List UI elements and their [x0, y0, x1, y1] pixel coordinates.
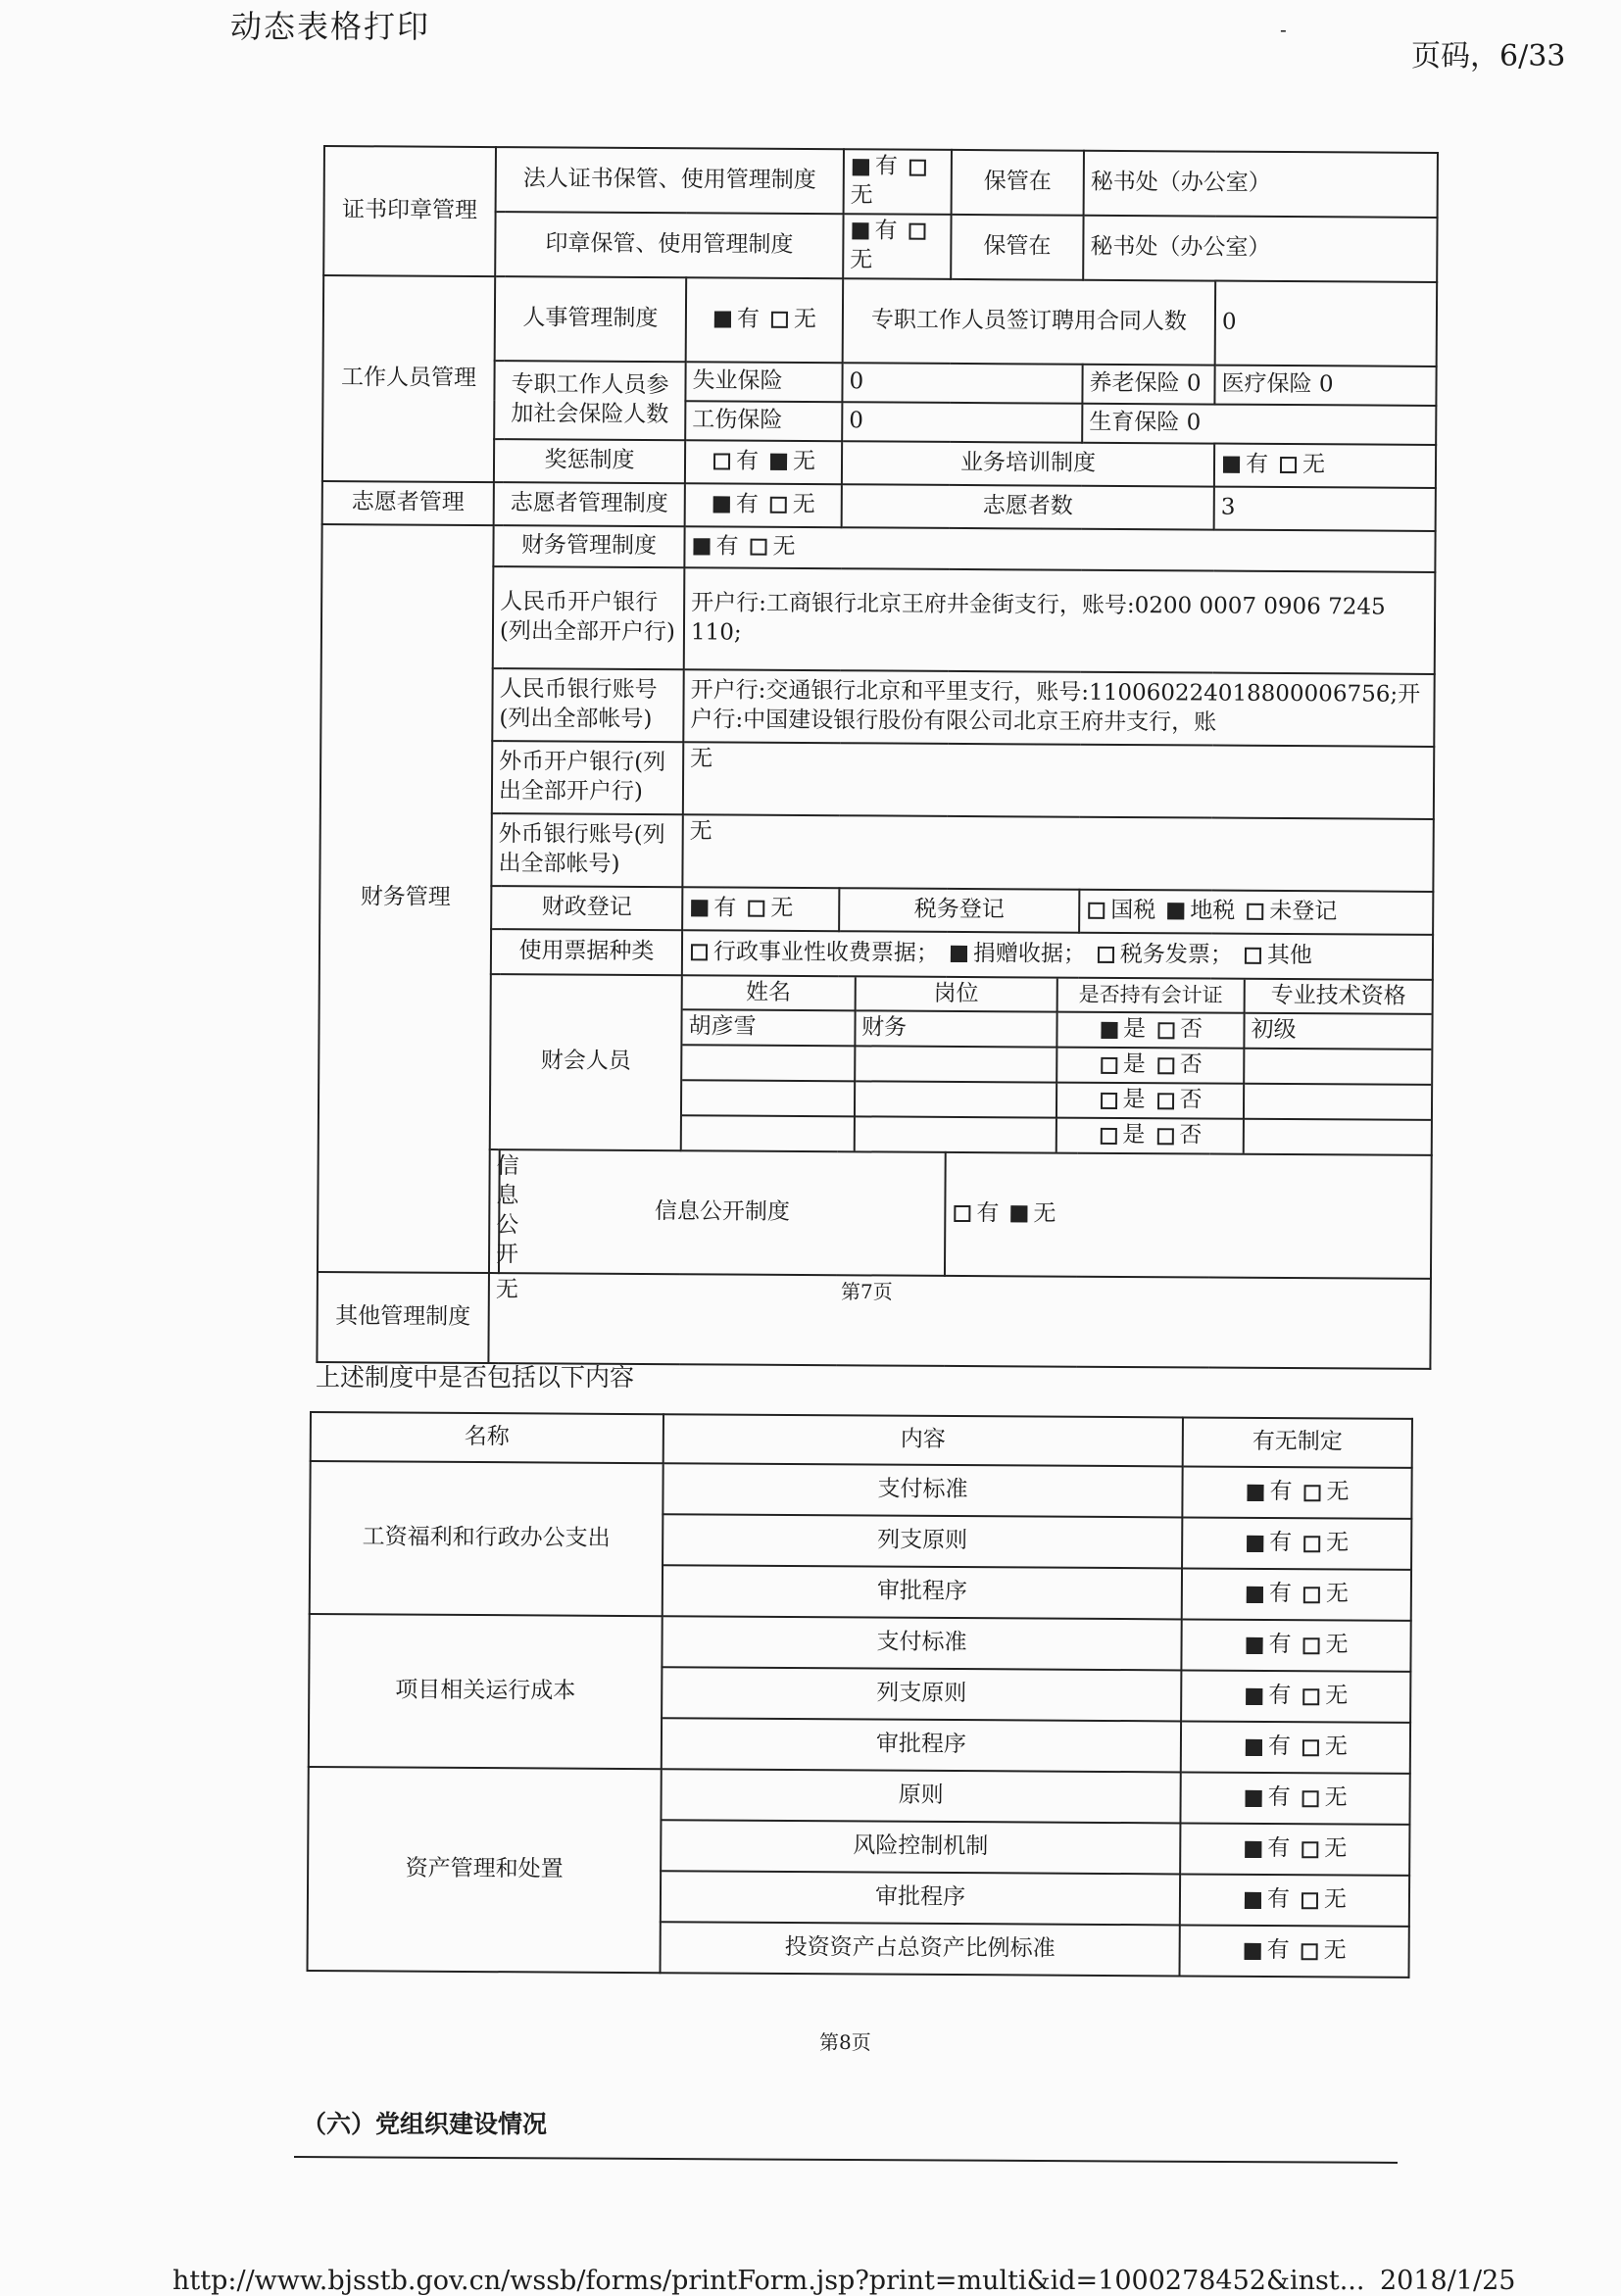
t2-item: 原则 — [661, 1769, 1180, 1823]
section-divider — [294, 2156, 1398, 2164]
finance-section-label: 财务管理 — [318, 524, 494, 1273]
footer-url: http://www.bjsstb.gov.cn/wssb/forms/printForm.jsp?print=multi&id=1000278452&inst... — [172, 2266, 1365, 2296]
accountants-label: 财会人员 — [490, 974, 682, 1151]
invoice-status: 行政事业性收费票据； 捐赠收据； 税务发票； 其他 — [682, 930, 1433, 980]
t2-item: 审批程序 — [661, 1871, 1180, 1925]
checkbox-checked-icon[interactable] — [1247, 1637, 1263, 1653]
seal-stamp-keep-value: 秘书处（办公室） — [1083, 216, 1437, 282]
checkbox-checked-icon[interactable] — [1246, 1789, 1262, 1806]
acc-post — [854, 1116, 1056, 1151]
document-title: 动态表格打印 — [230, 8, 431, 45]
fx-bank-value: 无 — [683, 742, 1434, 819]
acc-post — [855, 1047, 1056, 1083]
t2-header-name: 名称 — [311, 1412, 663, 1463]
finance-mgmt-item: 财务管理制度 — [493, 525, 684, 567]
other-section-label: 其他管理制度 — [317, 1272, 489, 1363]
t2-status: 有 无 — [1182, 1568, 1411, 1620]
checkbox-checked-icon[interactable] — [693, 538, 710, 555]
seal-cert-keep-value: 秘书处（办公室） — [1084, 151, 1438, 218]
section-heading: （六）党组织建设情况 — [302, 2110, 548, 2138]
acc-cert: 是 否 — [1056, 1083, 1244, 1119]
staff-hr-status: 有 无 — [686, 277, 844, 363]
acc-header-post: 岗位 — [855, 977, 1056, 1012]
acc-post — [855, 1082, 1056, 1118]
unemployment-insurance-label: 失业保险 — [685, 362, 842, 402]
seal-cert-item: 法人证书保管、使用管理制度 — [496, 147, 844, 214]
checkbox-checked-icon[interactable] — [1223, 457, 1240, 473]
checkbox-empty-icon[interactable] — [1303, 1637, 1320, 1654]
checkbox-empty-icon[interactable] — [1302, 1892, 1318, 1909]
t2-item: 投资资产占总资产比例标准 — [661, 1922, 1180, 1976]
t2-item: 支付标准 — [662, 1616, 1181, 1670]
t2-status: 有 无 — [1181, 1619, 1410, 1671]
stray-mark: - — [1280, 18, 1287, 41]
checkbox-checked-icon[interactable] — [1010, 1206, 1027, 1223]
checkbox-empty-icon[interactable] — [1303, 1536, 1320, 1552]
disclosure-status: 有 无 — [945, 1152, 1432, 1279]
t2-status: 有 无 — [1180, 1823, 1409, 1875]
table-row — [682, 1010, 1431, 1050]
fx-bank-label: 外币开户银行(列出全部开户行) — [492, 741, 683, 814]
checkbox-checked-icon[interactable] — [1245, 1891, 1261, 1908]
acc-name — [682, 1046, 855, 1082]
acc-name — [682, 1080, 855, 1116]
rmb-bank-value: 开户行:工商银行北京王府井金街支行，账号:0200 0007 0906 7245 110; — [684, 567, 1436, 674]
checkbox-empty-icon[interactable] — [1280, 457, 1297, 473]
page-number-7: 第7页 — [841, 1280, 893, 1303]
volunteer-count-value: 3 — [1214, 486, 1436, 530]
t2-group-name: 项目相关运行成本 — [309, 1614, 663, 1769]
acc-name: 胡彦雪 — [682, 1010, 855, 1047]
checkbox-empty-icon[interactable] — [1101, 1093, 1117, 1109]
t2-group-name: 工资福利和行政办公支出 — [310, 1461, 663, 1616]
checkbox-checked-icon[interactable] — [852, 223, 868, 240]
checkbox-checked-icon[interactable] — [713, 497, 730, 513]
t2-item: 列支原则 — [663, 1514, 1182, 1568]
accountants-table — [682, 976, 1432, 1154]
training-status: 有 无 — [1214, 443, 1436, 487]
checkbox-checked-icon[interactable] — [691, 900, 708, 916]
staff-hr-item: 人事管理制度 — [495, 276, 687, 362]
t2-item: 风险控制机制 — [661, 1820, 1180, 1874]
checkbox-empty-icon[interactable] — [771, 312, 788, 328]
checkbox-empty-icon[interactable] — [1302, 1841, 1318, 1858]
checkbox-checked-icon[interactable] — [951, 946, 967, 962]
seal-cert-status: 有无 — [844, 149, 952, 214]
t2-item: 支付标准 — [663, 1463, 1182, 1517]
footer-date: 2018/1/25 — [1380, 2266, 1516, 2296]
checkbox-empty-icon[interactable] — [1302, 1790, 1319, 1807]
t2-header-content: 内容 — [663, 1414, 1183, 1466]
checkbox-checked-icon[interactable] — [1101, 1022, 1117, 1039]
staff-contracts-label: 专职工作人员签订聘用合同人数 — [843, 278, 1216, 365]
acc-header-cert: 是否持有会计证 — [1057, 978, 1245, 1013]
other-value: 无 — [488, 1273, 1431, 1369]
checkbox-empty-icon[interactable] — [750, 539, 766, 556]
table-row — [682, 1046, 1431, 1086]
checkbox-checked-icon[interactable] — [1247, 1535, 1263, 1551]
checkbox-empty-icon[interactable] — [1100, 1128, 1116, 1145]
medical-insurance-cell: 医疗保险 0 — [1214, 365, 1436, 405]
finance-mgmt-status: 有 无 — [684, 526, 1435, 572]
fx-account-value: 无 — [682, 814, 1433, 892]
checkbox-checked-icon[interactable] — [1245, 1942, 1261, 1959]
tax-reg-item: 税务登记 — [839, 888, 1079, 932]
page-code: 页码，6/33 — [1411, 39, 1566, 73]
pension-insurance-cell: 养老保险 0 — [1082, 364, 1214, 404]
acc-qual — [1244, 1049, 1431, 1085]
checkbox-empty-icon[interactable] — [954, 1205, 970, 1222]
t2-header-status: 有无制定 — [1183, 1417, 1412, 1467]
table-row — [309, 1614, 1410, 1672]
t2-status: 有 无 — [1179, 1925, 1408, 1977]
t2-status: 有 无 — [1181, 1670, 1410, 1722]
t2-item: 列支原则 — [662, 1667, 1181, 1721]
seal-stamp-item: 印章保管、使用管理制度 — [495, 212, 843, 278]
checkbox-empty-icon[interactable] — [1302, 1688, 1319, 1705]
checkbox-empty-icon[interactable] — [748, 901, 764, 917]
maternity-insurance-cell: 生育保险 0 — [1082, 403, 1436, 444]
rmb-account-label: 人民币银行账号(列出全部帐号) — [492, 668, 683, 742]
acc-qual — [1244, 1084, 1431, 1120]
acc-cert: 是 否 — [1056, 1118, 1244, 1153]
checkbox-checked-icon[interactable] — [1247, 1586, 1263, 1602]
checkbox-empty-icon[interactable] — [1302, 1943, 1318, 1960]
checkbox-empty-icon[interactable] — [1157, 1057, 1174, 1074]
training-item: 业务培训制度 — [842, 441, 1214, 486]
t2-status: 有 无 — [1180, 1772, 1409, 1824]
page-number-8: 第8页 — [819, 2030, 871, 2054]
checkbox-empty-icon[interactable] — [1245, 948, 1261, 964]
checkbox-empty-icon[interactable] — [1101, 1057, 1117, 1074]
subtitle: 上述制度中是否包括以下内容 — [316, 1363, 635, 1392]
checkbox-checked-icon[interactable] — [1246, 1738, 1262, 1755]
t2-item: 审批程序 — [662, 1718, 1181, 1772]
staff-insurance-label: 专职工作人员参加社会保险人数 — [494, 361, 685, 440]
checkbox-empty-icon[interactable] — [1303, 1587, 1320, 1603]
acc-qual: 初级 — [1244, 1013, 1431, 1050]
checkbox-empty-icon[interactable] — [1303, 1485, 1320, 1501]
checkbox-empty-icon[interactable] — [1156, 1128, 1173, 1145]
checkbox-empty-icon[interactable] — [713, 454, 730, 470]
checkbox-empty-icon[interactable] — [1302, 1739, 1319, 1756]
fiscal-reg-item: 财政登记 — [491, 886, 682, 930]
checkbox-checked-icon[interactable] — [853, 159, 869, 175]
table-row — [308, 1767, 1409, 1825]
checkbox-empty-icon[interactable] — [1247, 904, 1263, 920]
checkbox-empty-icon[interactable] — [691, 944, 708, 960]
t2-group-name: 资产管理和处置 — [308, 1767, 662, 1973]
checkbox-empty-icon[interactable] — [1098, 947, 1114, 963]
invoice-item: 使用票据种类 — [491, 929, 682, 975]
acc-post: 财务 — [855, 1011, 1056, 1048]
t2-status: 有 无 — [1181, 1721, 1410, 1773]
volunteer-item: 志愿者管理制度 — [494, 482, 685, 526]
checkbox-checked-icon[interactable] — [1245, 1840, 1261, 1857]
seal-section-label: 证书印章管理 — [323, 146, 496, 276]
checkbox-empty-icon[interactable] — [770, 497, 787, 513]
acc-cert: 是 否 — [1056, 1048, 1244, 1084]
table-row — [682, 1115, 1431, 1154]
disclosure-section-label: 信息公开 — [489, 1149, 500, 1273]
t2-status: 有 无 — [1182, 1517, 1411, 1569]
fx-account-label: 外币银行账号(列出全部帐号) — [491, 813, 682, 887]
checkbox-empty-icon[interactable] — [909, 159, 926, 175]
t2-item: 审批程序 — [663, 1565, 1182, 1619]
table-row — [682, 1080, 1431, 1120]
injury-insurance-label: 工伤保险 — [685, 401, 842, 441]
checkbox-checked-icon[interactable] — [1247, 1484, 1263, 1500]
checkbox-checked-icon[interactable] — [714, 312, 731, 328]
checkbox-empty-icon[interactable] — [909, 223, 925, 240]
checkbox-empty-icon[interactable] — [1157, 1093, 1174, 1109]
acc-header-name: 姓名 — [683, 976, 856, 1011]
checkbox-empty-icon[interactable] — [1088, 903, 1105, 919]
checkbox-checked-icon[interactable] — [1167, 903, 1184, 919]
volunteer-count-label: 志愿者数 — [842, 484, 1214, 529]
t2-status: 有 无 — [1180, 1874, 1409, 1926]
unemployment-insurance-value: 0 — [842, 363, 1082, 403]
disclosure-item: 信息公开制度 — [499, 1149, 946, 1275]
management-table — [316, 145, 1439, 1370]
acc-cert: 是 否 — [1056, 1012, 1244, 1049]
acc-qual — [1244, 1119, 1431, 1154]
seal-cert-keep-label: 保管在 — [952, 150, 1084, 216]
checkbox-checked-icon[interactable] — [1246, 1687, 1262, 1704]
rmb-bank-label: 人民币开户银行(列出全部开户行) — [493, 566, 685, 669]
seal-stamp-keep-label: 保管在 — [951, 215, 1083, 280]
rmb-account-value: 开户行:交通银行北京和平里支行，账号:110060224018800006756;开户行:中国建设银行股份有限公司北京王府井支行，账 — [683, 669, 1434, 747]
content-table — [307, 1411, 1413, 1978]
seal-stamp-status: 有无 — [843, 214, 951, 278]
volunteer-status: 有 无 — [685, 483, 842, 527]
accountants-cell — [681, 975, 1433, 1155]
table-row — [310, 1461, 1411, 1519]
t2-status: 有 无 — [1182, 1466, 1411, 1518]
acc-name — [682, 1115, 855, 1150]
acc-header-qual: 专业技术资格 — [1245, 979, 1432, 1014]
injury-insurance-value: 0 — [842, 402, 1082, 442]
staff-section-label: 工作人员管理 — [322, 275, 495, 482]
volunteer-section-label: 志愿者管理 — [322, 481, 494, 525]
tax-reg-status: 国税 地税 未登记 — [1079, 889, 1433, 934]
reward-item: 奖惩制度 — [494, 439, 685, 483]
reward-status: 有 无 — [685, 440, 842, 484]
staff-contracts-value: 0 — [1215, 280, 1438, 366]
checkbox-checked-icon[interactable] — [770, 454, 787, 470]
checkbox-empty-icon[interactable] — [1157, 1022, 1174, 1039]
fiscal-reg-status: 有 无 — [682, 887, 839, 931]
